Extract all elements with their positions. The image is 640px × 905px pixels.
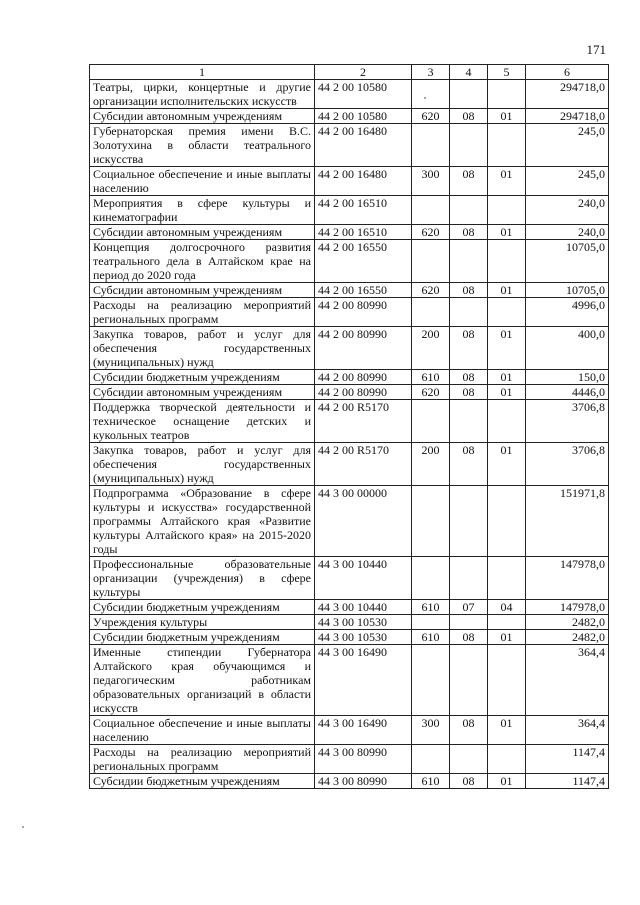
cell-subsection: 01 — [488, 716, 526, 745]
cell-subsection: 01 — [488, 225, 526, 240]
cell-code: 44 3 00 00000 — [315, 486, 412, 557]
cell-name: Расходы на реализацию мероприятий региональных программ — [90, 745, 315, 774]
cell-section: 08 — [450, 630, 488, 645]
cell-code: 44 2 00 16550 — [315, 283, 412, 298]
cell-code: 44 2 00 10580 — [315, 80, 412, 109]
cell-code: 44 2 00 80990 — [315, 298, 412, 327]
cell-expense-type: 620 — [412, 385, 450, 400]
cell-code: 44 3 00 10530 — [315, 615, 412, 630]
table-row — [90, 716, 609, 745]
cell-code: 44 3 00 10530 — [315, 630, 412, 645]
cell-section — [450, 400, 488, 443]
table-header — [90, 65, 609, 80]
cell-name: Концепция долгосрочного развития театрального дела в Алтайском крае на период до 2020 года — [90, 240, 315, 283]
cell-code: 44 2 00 10580 — [315, 109, 412, 124]
cell-amount: 10705,0 — [526, 240, 609, 283]
cell-expense-type — [412, 240, 450, 283]
cell-section — [450, 80, 488, 109]
cell-section: 08 — [450, 443, 488, 486]
cell-amount: 2482,0 — [526, 630, 609, 645]
cell-name: Социальное обеспечение и иные выплаты населению — [90, 167, 315, 196]
table-row — [90, 443, 609, 486]
cell-amount: 151971,8 — [526, 486, 609, 557]
cell-name: Поддержка творческой деятельности и техническое оснащение детских и кукольных театров — [90, 400, 315, 443]
table-row — [90, 400, 609, 443]
cell-code: 44 3 00 10440 — [315, 557, 412, 600]
cell-section: 08 — [450, 774, 488, 789]
cell-name: Губернаторская премия имени В.С. Золотухина в области театрального искусства — [90, 124, 315, 167]
cell-subsection: 01 — [488, 630, 526, 645]
cell-name: Социальное обеспечение и иные выплаты населению — [90, 716, 315, 745]
cell-subsection: 01 — [488, 167, 526, 196]
cell-expense-type — [412, 80, 450, 109]
cell-section — [450, 124, 488, 167]
table-row — [90, 167, 609, 196]
cell-amount: 364,4 — [526, 645, 609, 716]
cell-section — [450, 240, 488, 283]
cell-code: 44 2 00 80990 — [315, 385, 412, 400]
cell-name: Именные стипендии Губернатора Алтайского края обучающимся и педагогическим работникам образовательных организаций в области искусств — [90, 645, 315, 716]
header-col-3: 3 — [412, 65, 450, 80]
page-number: 171 — [586, 42, 606, 57]
cell-expense-type: 620 — [412, 283, 450, 298]
cell-code: 44 3 00 16490 — [315, 645, 412, 716]
budget-table — [89, 64, 609, 789]
cell-expense-type: 610 — [412, 774, 450, 789]
cell-subsection — [488, 745, 526, 774]
cell-name: Театры, цирки, концертные и другие организации исполнительских искусств — [90, 80, 315, 109]
table-row — [90, 600, 609, 615]
cell-amount: 3706,8 — [526, 400, 609, 443]
cell-code: 44 2 00 R5170 — [315, 443, 412, 486]
cell-expense-type: 300 — [412, 716, 450, 745]
cell-expense-type: 200 — [412, 327, 450, 370]
cell-subsection — [488, 196, 526, 225]
header-col-6: 6 — [526, 65, 609, 80]
table-row — [90, 196, 609, 225]
cell-section — [450, 557, 488, 600]
table-row — [90, 109, 609, 124]
cell-subsection — [488, 240, 526, 283]
cell-amount: 10705,0 — [526, 283, 609, 298]
cell-name: Учреждения культуры — [90, 615, 315, 630]
table-row — [90, 225, 609, 240]
cell-section: 08 — [450, 327, 488, 370]
table-row — [90, 283, 609, 298]
cell-expense-type: 300 — [412, 167, 450, 196]
table-row — [90, 327, 609, 370]
cell-amount: 240,0 — [526, 225, 609, 240]
cell-expense-type: 610 — [412, 600, 450, 615]
cell-subsection — [488, 615, 526, 630]
cell-section: 08 — [450, 167, 488, 196]
cell-amount: 240,0 — [526, 196, 609, 225]
cell-amount: 147978,0 — [526, 600, 609, 615]
cell-section: 08 — [450, 283, 488, 298]
cell-expense-type — [412, 298, 450, 327]
cell-name: Профессиональные образовательные организации (учреждения) в сфере культуры — [90, 557, 315, 600]
cell-expense-type — [412, 745, 450, 774]
cell-expense-type — [412, 615, 450, 630]
cell-subsection: 01 — [488, 283, 526, 298]
cell-expense-type — [412, 124, 450, 167]
cell-section: 08 — [450, 716, 488, 745]
cell-code: 44 2 00 16480 — [315, 124, 412, 167]
cell-code: 44 2 00 R5170 — [315, 400, 412, 443]
cell-section: 08 — [450, 225, 488, 240]
table-row — [90, 557, 609, 600]
cell-section — [450, 745, 488, 774]
cell-section — [450, 298, 488, 327]
cell-expense-type — [412, 557, 450, 600]
cell-section — [450, 196, 488, 225]
cell-subsection — [488, 486, 526, 557]
cell-amount: 364,4 — [526, 716, 609, 745]
cell-name: Субсидии автономным учреждениям — [90, 225, 315, 240]
cell-name: Субсидии автономным учреждениям — [90, 283, 315, 298]
table-body — [90, 80, 609, 789]
cell-subsection: 01 — [488, 327, 526, 370]
table-row — [90, 298, 609, 327]
cell-subsection: 01 — [488, 385, 526, 400]
cell-amount: 400,0 — [526, 327, 609, 370]
cell-section: 08 — [450, 385, 488, 400]
cell-name: Подпрограмма «Образование в сфере культуры и искусства» государственной программы Алтайского края «Развитие культуры Алтайского края» на 2015-2020 годы — [90, 486, 315, 557]
header-col-5: 5 — [488, 65, 526, 80]
cell-code: 44 3 00 16490 — [315, 716, 412, 745]
cell-name: Закупка товаров, работ и услуг для обеспечения государственных (муниципальных) нужд — [90, 327, 315, 370]
table-row — [90, 370, 609, 385]
cell-expense-type — [412, 400, 450, 443]
table-row — [90, 774, 609, 789]
cell-subsection — [488, 124, 526, 167]
cell-code: 44 2 00 16550 — [315, 240, 412, 283]
header-col-2: 2 — [315, 65, 412, 80]
cell-amount: 1147,4 — [526, 774, 609, 789]
cell-code: 44 2 00 16510 — [315, 196, 412, 225]
cell-section — [450, 486, 488, 557]
cell-amount: 294718,0 — [526, 109, 609, 124]
cell-name: Расходы на реализацию мероприятий региональных программ — [90, 298, 315, 327]
cell-subsection — [488, 400, 526, 443]
cell-expense-type: 620 — [412, 109, 450, 124]
cell-subsection — [488, 645, 526, 716]
cell-amount: 1147,4 — [526, 745, 609, 774]
scan-speck — [424, 97, 426, 99]
cell-amount: 2482,0 — [526, 615, 609, 630]
cell-subsection: 01 — [488, 370, 526, 385]
cell-amount: 150,0 — [526, 370, 609, 385]
cell-expense-type: 200 — [412, 443, 450, 486]
cell-code: 44 2 00 16480 — [315, 167, 412, 196]
cell-amount: 3706,8 — [526, 443, 609, 486]
cell-name: Субсидии автономным учреждениям — [90, 109, 315, 124]
cell-subsection — [488, 557, 526, 600]
cell-code: 44 2 00 80990 — [315, 370, 412, 385]
cell-name: Субсидии бюджетным учреждениям — [90, 600, 315, 615]
cell-section — [450, 645, 488, 716]
cell-code: 44 2 00 80990 — [315, 327, 412, 370]
cell-section: 07 — [450, 600, 488, 615]
cell-expense-type — [412, 486, 450, 557]
cell-subsection — [488, 298, 526, 327]
cell-name: Субсидии бюджетным учреждениям — [90, 370, 315, 385]
cell-amount: 4446,0 — [526, 385, 609, 400]
cell-amount: 147978,0 — [526, 557, 609, 600]
table-row — [90, 645, 609, 716]
cell-expense-type: 610 — [412, 370, 450, 385]
cell-section: 08 — [450, 109, 488, 124]
cell-amount: 294718,0 — [526, 80, 609, 109]
cell-name: Субсидии бюджетным учреждениям — [90, 774, 315, 789]
scan-speck — [22, 826, 24, 828]
cell-name: Мероприятия в сфере культуры и кинематографии — [90, 196, 315, 225]
cell-name: Субсидии бюджетным учреждениям — [90, 630, 315, 645]
cell-amount: 245,0 — [526, 167, 609, 196]
cell-code: 44 3 00 80990 — [315, 774, 412, 789]
cell-name: Закупка товаров, работ и услуг для обеспечения государственных (муниципальных) нужд — [90, 443, 315, 486]
cell-expense-type — [412, 645, 450, 716]
cell-expense-type: 610 — [412, 630, 450, 645]
table-row — [90, 385, 609, 400]
cell-subsection: 01 — [488, 109, 526, 124]
cell-name: Субсидии автономным учреждениям — [90, 385, 315, 400]
header-row — [90, 65, 609, 80]
cell-code: 44 3 00 80990 — [315, 745, 412, 774]
header-col-1: 1 — [90, 65, 315, 80]
cell-code: 44 3 00 10440 — [315, 600, 412, 615]
cell-amount: 245,0 — [526, 124, 609, 167]
cell-expense-type: 620 — [412, 225, 450, 240]
table-row — [90, 745, 609, 774]
cell-amount: 4996,0 — [526, 298, 609, 327]
cell-subsection: 01 — [488, 443, 526, 486]
header-col-4: 4 — [450, 65, 488, 80]
table-row — [90, 80, 609, 109]
table-row — [90, 615, 609, 630]
cell-expense-type — [412, 196, 450, 225]
cell-section: 08 — [450, 370, 488, 385]
cell-subsection: 04 — [488, 600, 526, 615]
cell-code: 44 2 00 16510 — [315, 225, 412, 240]
table-row — [90, 240, 609, 283]
cell-subsection: 01 — [488, 774, 526, 789]
table-row — [90, 486, 609, 557]
cell-section — [450, 615, 488, 630]
table-row — [90, 630, 609, 645]
table-row — [90, 124, 609, 167]
cell-subsection — [488, 80, 526, 109]
